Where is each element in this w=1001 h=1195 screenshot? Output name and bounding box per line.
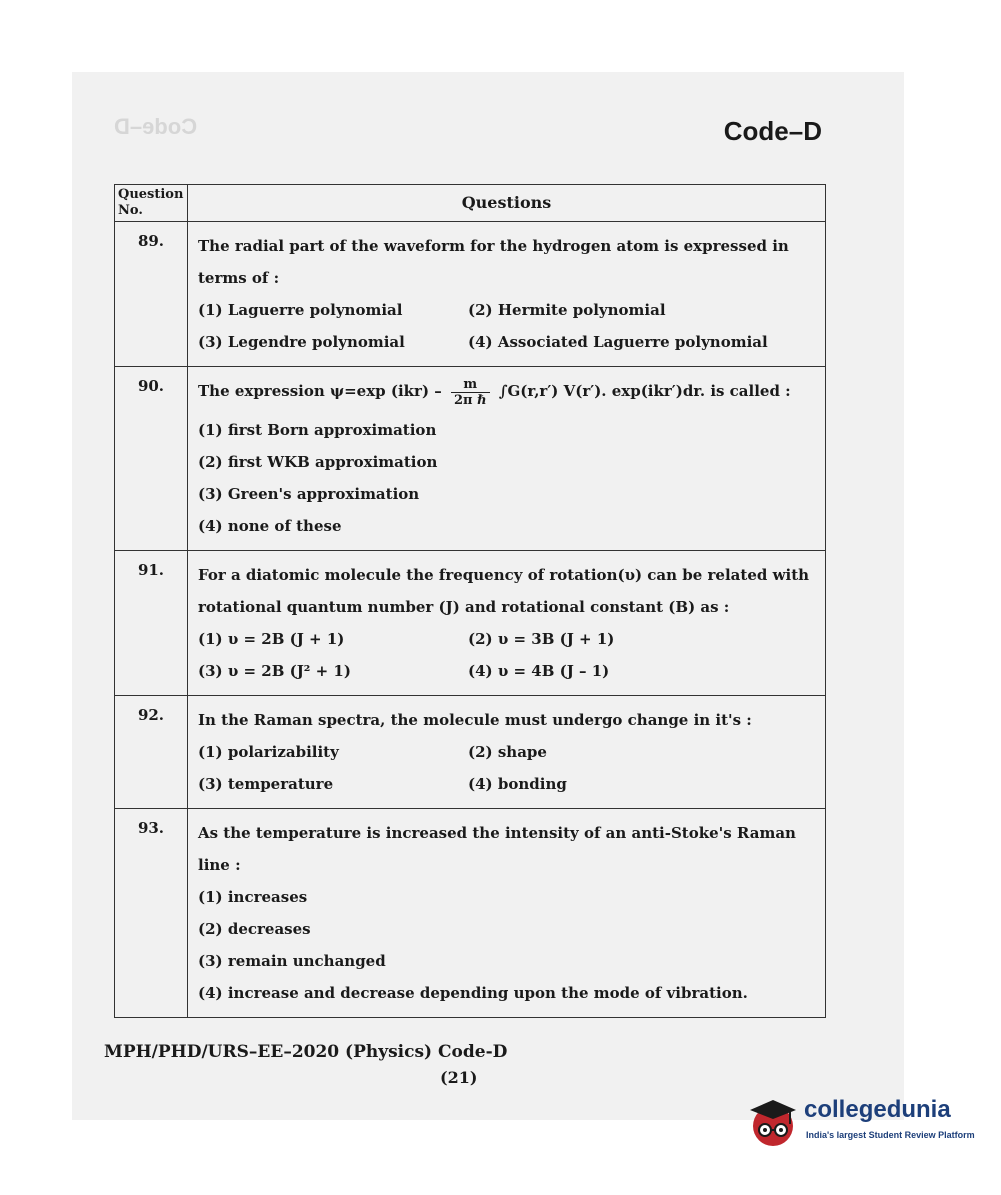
option: (2) shape: [468, 742, 547, 761]
question-number: 93.: [115, 808, 188, 1017]
question-body: [188, 808, 826, 1017]
options-list: [198, 414, 817, 542]
table-row: [115, 695, 826, 808]
option: (1) first Born approximation: [198, 420, 437, 439]
question-body: [188, 222, 826, 367]
option: (3) remain unchanged: [198, 951, 386, 970]
option: (4) none of these: [198, 516, 342, 535]
option: (2) decreases: [198, 919, 311, 938]
question-number: 89.: [115, 222, 188, 367]
fraction: [451, 377, 490, 408]
brand-name: collegedunia: [804, 1096, 951, 1123]
option: (4) υ = 4B (J – 1): [468, 661, 610, 680]
options-grid: [198, 294, 817, 358]
option: (3) υ = 2B (J² + 1): [198, 661, 351, 680]
bleed-through-code: Code–D: [114, 114, 198, 139]
page-code: Code–D: [723, 116, 822, 146]
table-header-row: [115, 185, 826, 222]
question-body: [188, 550, 826, 695]
table-row: [115, 222, 826, 367]
fraction-denominator: 2π ℏ: [454, 392, 487, 408]
option: (3) temperature: [198, 774, 334, 793]
questions-table: [114, 184, 826, 1018]
question-text: The radial part of the waveform for the hydrogen atom is expressed in terms of :: [198, 237, 789, 287]
collegedunia-watermark: [744, 1088, 974, 1158]
option: (2) Hermite polynomial: [468, 301, 666, 319]
brand-tagline: India's largest Student Review Platform: [806, 1130, 975, 1140]
question-no-header: Question No.: [115, 185, 188, 222]
option: (4) bonding: [468, 774, 567, 793]
option: (1) υ = 2B (J + 1): [198, 629, 345, 648]
question-body: [188, 367, 826, 551]
option: (3) Green's approximation: [198, 484, 420, 503]
table-row: [115, 808, 826, 1017]
option: (1) increases: [198, 887, 308, 906]
options-grid: [198, 623, 817, 687]
questions-header: Questions: [188, 185, 826, 222]
options-list: [198, 881, 817, 1009]
option: (1) polarizability: [198, 742, 339, 761]
question-number: 91.: [115, 550, 188, 695]
page-number: (21): [440, 1068, 478, 1087]
question-number: 90.: [115, 367, 188, 551]
option: (2) υ = 3B (J + 1): [468, 629, 615, 648]
footer-exam-code: MPH/PHD/URS–EE–2020 (Physics) Code-D: [104, 1042, 508, 1062]
fraction-numerator: m: [451, 377, 490, 393]
question-text: As the temperature is increased the intensity of an anti-Stoke's Raman line :: [198, 823, 796, 874]
option: (2) first WKB approximation: [198, 452, 438, 471]
question-text: For a diatomic molecule the frequency of rotation(υ) can be related with rotational quantum number (J) and rotational constant (B) as :: [198, 565, 810, 616]
option: (4) increase and decrease depending upon the mode of vibration.: [198, 983, 748, 1002]
question-number: 92.: [115, 695, 188, 808]
question-text: [198, 375, 817, 408]
table-row: [115, 367, 826, 551]
graduate-mascot-icon: [744, 1092, 802, 1150]
options-grid: [198, 736, 817, 800]
expression-suffix: ∫G(r,r′) V(r′). exp(ikr′)dr. is called :: [498, 382, 791, 400]
expression-prefix: The expression ψ=exp (ikr) –: [198, 382, 442, 400]
question-text: In the Raman spectra, the molecule must undergo change in it's :: [198, 710, 752, 729]
option: (1) Laguerre polynomial: [198, 301, 403, 319]
option: (4) Associated Laguerre polynomial: [468, 333, 768, 351]
question-body: [188, 695, 826, 808]
table-row: [115, 550, 826, 695]
exam-page: [72, 72, 904, 1120]
option: (3) Legendre polynomial: [198, 333, 405, 351]
